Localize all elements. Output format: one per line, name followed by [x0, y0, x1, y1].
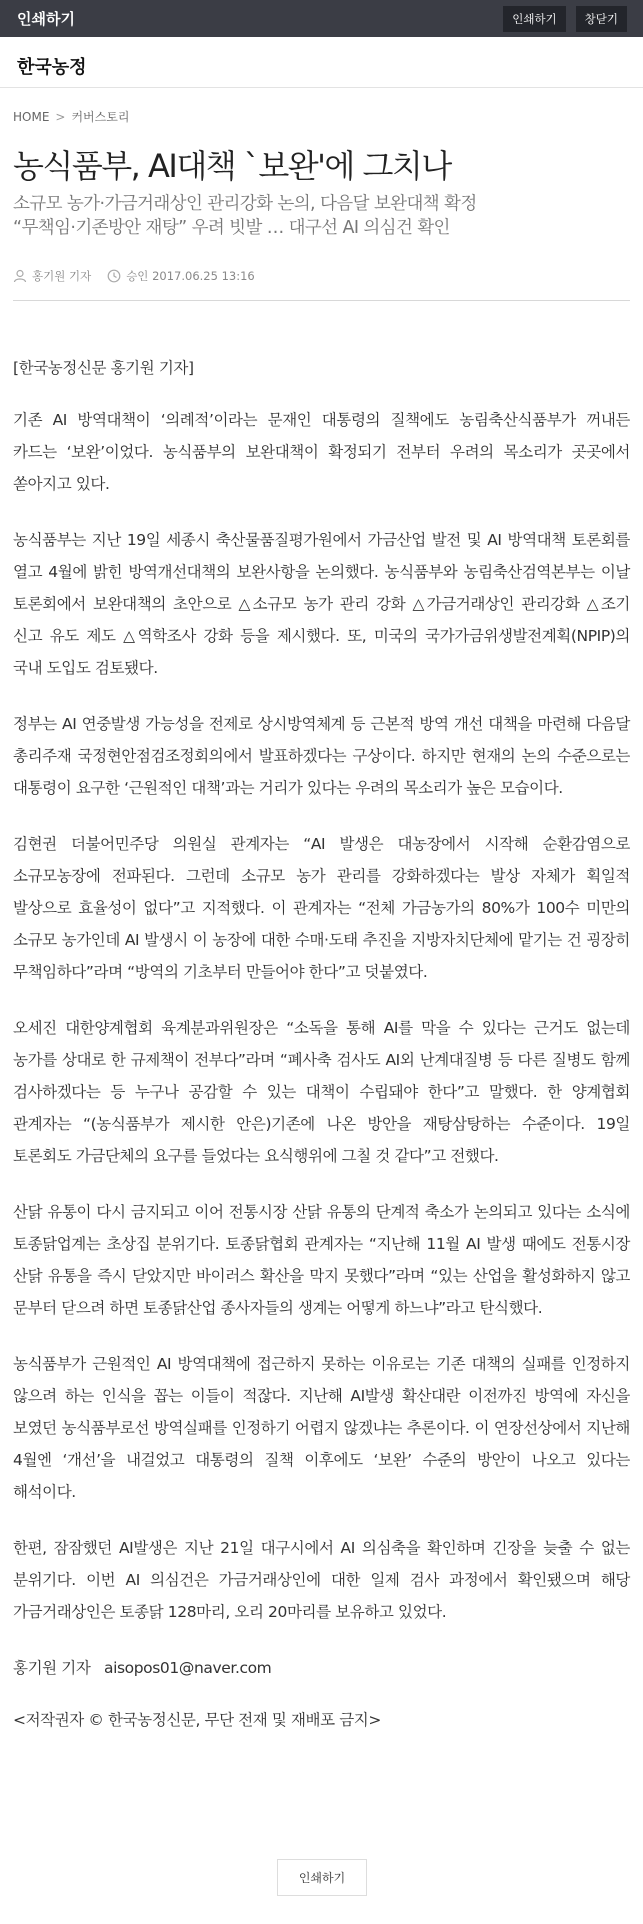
article-paragraph: 정부는 AI 연중발생 가능성을 전제로 상시방역체계 등 근본적 방역 개선 대책을 마련해 다음달 총리주재 국정현안점검조정회의에서 발표하겠다는 구상이다. 하지만 현재의 논의 수준으로는 대통령이 요구한 ‘근원적인 대책’과는 거리가 있다는 우려의 목소리가 높은 모습이다.	[13, 715, 630, 797]
chevron-right-icon: >	[55, 109, 66, 124]
article-paragraph: 산닭 유통이 다시 금지되고 이어 전통시장 산닭 유통의 단계적 축소가 논의되고 있다는 소식에 토종닭업계는 초상집 분위기다. 토종닭협회 관계자는 “지난해 11월 AI 발생 때에도 전통시장 산닭 유통을 즉시 닫았지만 바이러스 확산을 막지 못했다”라며 “있는 산업을 활성화하지 않고 문부터 닫으려 하면 토종닭산업 종사자들의 생계는 어떻게 하느냐”라고 탄식했다.	[13, 1203, 630, 1317]
meta-divider	[13, 300, 630, 301]
article-paragraph: 오세진 대한양계협회 육계분과위원장은 “소독을 통해 AI를 막을 수 있다는 근거도 없는데 농가를 상대로 한 규제책이 전부다”라며 “폐사축 검사도 AI외 난계대질병 등 다른 질병도 함께 검사하겠다는 등 누구나 공감할 수 있는 대책이 수립돼야 한다”고 말했다. 한 양계협회 관계자는 “(농식품부가 제시한 안은)기존에 나온 방안을 재탕삼탕하는 수준이다. 19일 토론회도 가금단체의 요구를 들었다는 요식행위에 그칠 것 같다”고 전했다.	[13, 1019, 630, 1165]
print-button-bottom[interactable]: 인쇄하기	[277, 1859, 367, 1896]
article-paragraph: 한편, 잠잠했던 AI발생은 지난 21일 대구시에서 AI 의심축을 확인하며 긴장을 늦출 수 없는 분위기다. 이번 AI 의심건은 가금거래상인에 대한 일제 검사 과정에서 확인됐으며 해당 가금거래상인은 토종닭 128마리, 오리 20마리를 보유하고 있었다.	[13, 1539, 630, 1621]
subtitle-line: “무책임·기존방안 재탕” 우려 빗발 … 대구선 AI 의심건 확인	[13, 218, 450, 238]
topbar-title: 인쇄하기	[17, 10, 75, 28]
subtitle-line: 소규모 농가·가금거래상인 관리강화 논의, 다음달 보완대책 확정	[13, 194, 477, 214]
approved-date: 승인 2017.06.25 13:16	[126, 269, 255, 283]
header-divider	[0, 87, 643, 88]
author-name: 홍기원 기자	[32, 269, 92, 283]
byline: 홍기원 기자 aisopos01@naver.com	[13, 1659, 272, 1677]
close-window-button[interactable]: 창닫기	[576, 6, 627, 32]
article-subtitle	[13, 192, 477, 240]
article-paragraph: 김현권 더불어민주당 의원실 관계자는 “AI 발생은 대농장에서 시작해 순환감염으로 소규모농장에 전파된다. 그런데 소규모 농가 관리를 강화하겠다는 발상 자체가 획일적 발상으로 효율성이 없다”고 지적했다. 이 관계자는 “전체 가금농가의 80%가 100수 미만의 소규모 농가인데 AI 발생시 이 농장에 대한 수매·도태 추진을 지방자치단체에 맡기는 건 굉장히 무책임하다”라며 “방역의 기초부터 만들어야 한다”고 덧붙였다.	[13, 835, 630, 981]
article-paragraph: 농식품부가 근원적인 AI 방역대책에 접근하지 못하는 이유로는 기존 대책의 실패를 인정하지 않으려 하는 인식을 꼽는 이들이 적잖다. 지난해 AI발생 확산대란 이전까진 방역에 자신을 보였던 농식품부로선 방역실패를 인정하기 어렵지 않겠냐는 추론이다. 이 연장선상에서 지난해 4월엔 ‘개선’을 내걸었고 대통령의 질책 이후에도 ‘보완’ 수준의 방안이 나오고 있다는 해석이다.	[13, 1355, 630, 1501]
breadcrumb-section[interactable]: 커버스토리	[71, 110, 130, 124]
article-paragraph: 농식품부는 지난 19일 세종시 축산물품질평가원에서 가금산업 발전 및 AI 방역대책 토론회를 열고 4월에 밝힌 방역개선대책의 보완사항을 논의했다. 농식품부와 농림축산검역본부는 이날 토론회에서 보완대책의 초안으로 △소규모 농가 관리 강화 △가금거래상인 관리강화 △조기 신고 유도 제도 △역학조사 강화 등을 제시했다. 또, 미국의 국가가금위생발전계획(NPIP)의 국내 도입도 검토됐다.	[13, 531, 630, 677]
topbar-buttons	[503, 6, 627, 32]
top-bar	[0, 0, 643, 37]
article-paragraph: [한국농정신문 홍기원 기자]	[13, 359, 194, 377]
site-logo: 한국농정	[17, 57, 87, 78]
print-button[interactable]: 인쇄하기	[503, 6, 565, 32]
article-title: 농식품부, AI대책 `보완'에 그치나	[13, 147, 451, 185]
article-meta	[13, 268, 255, 284]
copyright-notice: <저작권자 © 한국농정신문, 무단 전재 및 재배포 금지>	[13, 1711, 381, 1729]
article-paragraph: 기존 AI 방역대책이 ‘의례적’이라는 문재인 대통령의 질책에도 농림축산식품부가 꺼내든 카드는 ‘보완’이었다. 농식품부의 보완대책이 확정되기 전부터 우려의 목소리가 곳곳에서 쏟아지고 있다.	[13, 411, 630, 493]
breadcrumb	[13, 108, 129, 125]
clock-icon	[107, 269, 121, 283]
article-body	[13, 352, 630, 1760]
user-icon	[13, 269, 27, 283]
breadcrumb-home[interactable]: HOME	[13, 109, 50, 124]
